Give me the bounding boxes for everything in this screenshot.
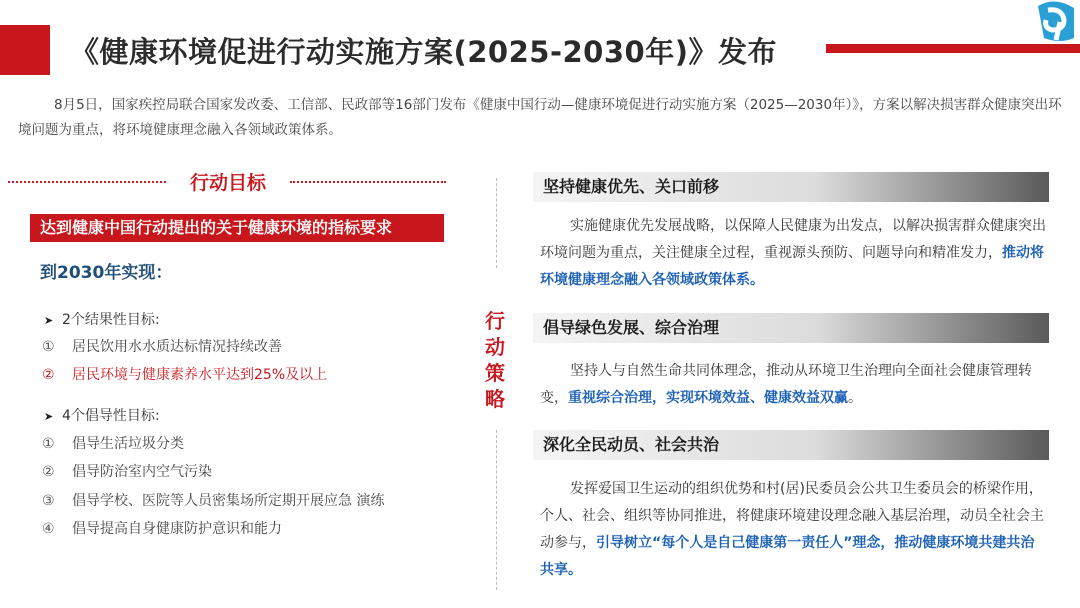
strategy-heading-1: 坚持健康优先、关口前移 — [533, 172, 1049, 202]
strategy-heading-2: 倡导绿色发展、综合治理 — [533, 313, 1049, 343]
arrow-bullet-icon: ➤ — [44, 314, 54, 327]
goals-banner: 达到健康中国行动提出的关于健康环境的指标要求 — [30, 214, 444, 242]
logo-icon — [1030, 0, 1080, 44]
list-item-highlighted: ② 居民环境与健康素养水平达到25%及以上 — [42, 367, 328, 383]
strategy-paragraph-3: 发挥爱国卫生运动的组织优势和村(居)民委员会公共卫生委员会的桥梁作用，个人、社会、组织等协同推进，将健康环境建设理念融入基层治理，动员全社会主动参与，引导树立“每个人是自己健康第一责任人”理念，推动健康环境共建共治共享。 — [540, 481, 1044, 578]
strategy-label: 行 动 策 略 — [485, 309, 505, 411]
list-item: ① 居民饮用水水质达标情况持续改善 — [42, 339, 282, 355]
list-item: ① 倡导生活垃圾分类 — [42, 436, 184, 452]
strategy-paragraph-1: 实施健康优先发展战略，以保障人民健康为出发点，以解决损害群众健康突出环境问题为重点，关注健康全过程，重视源头预防、问题导向和精准发力，推动将环境健康理念融入各领域政策体系。 — [540, 218, 1046, 288]
page-title: 《健康环境促进行动实施方案(2025-2030年)》发布 — [70, 35, 777, 69]
strategy-paragraph-2: 坚持人与自然生命共同体理念，推动从环境卫生治理向全面社会健康管理转变，重视综合治理，实现环境效益、健康效益双赢。 — [540, 363, 1032, 406]
header-red-block — [0, 25, 50, 75]
header-red-bar — [826, 44, 1080, 53]
goals-subtitle: 到2030年实现： — [40, 263, 173, 283]
list-item: ④ 倡导提高自身健康防护意识和能力 — [42, 521, 282, 537]
intro-paragraph: 8月5日，国家疾控局联合国家发改委、工信部、民政部等16部门发布《健康中国行动—健康环境促进行动实施方案（2025—2030年）》，方案以解决损害群众健康突出环境问题为重点，将环境健康理念融入各领域政策体系。 — [18, 97, 1062, 138]
strategy-heading-3: 深化全民动员、社会共治 — [533, 430, 1049, 460]
divider-right — [290, 181, 446, 183]
vertical-divider — [496, 178, 497, 268]
advocacy-goals-heading: ➤ 4个倡导性目标: — [44, 408, 160, 424]
list-item: ② 倡导防治室内空气污染 — [42, 464, 212, 480]
vertical-divider — [496, 430, 497, 590]
result-goals-heading: ➤ 2个结果性目标: — [44, 312, 160, 328]
list-item: ③ 倡导学校、医院等人员密集场所定期开展应急 演练 — [42, 493, 385, 509]
goals-title: 行动目标 — [189, 172, 266, 194]
arrow-bullet-icon: ➤ — [44, 410, 54, 423]
divider-left — [8, 181, 166, 183]
